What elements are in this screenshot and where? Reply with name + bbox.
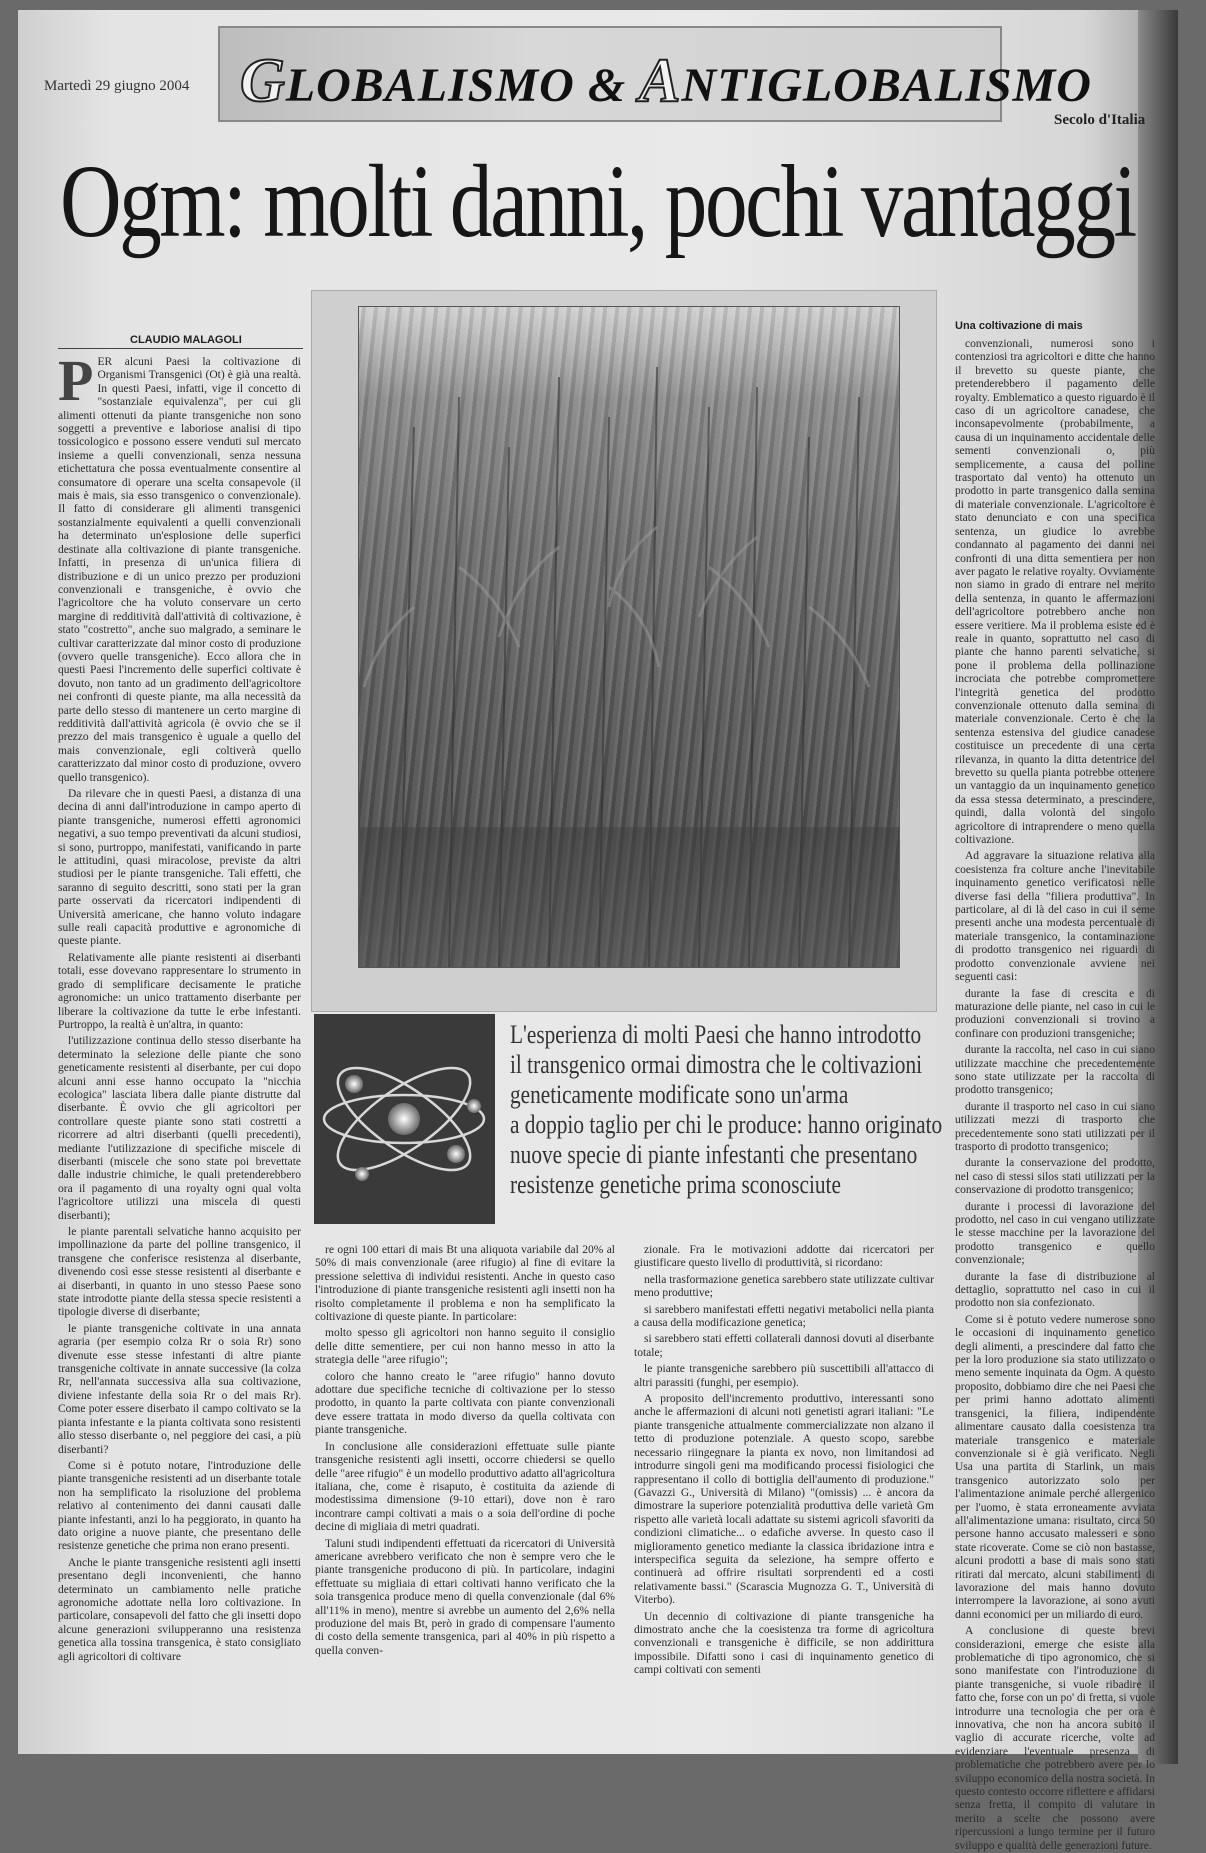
pull-quote-line: a doppio taglio per chi le produce: hanno originato xyxy=(510,1110,943,1139)
headline: Ogm: molti danni, pochi vantaggi xyxy=(60,144,1135,259)
article-column-1 xyxy=(58,348,301,1736)
paragraph: si sarebbero stati effetti collaterali dannosi dovuti al diserbante totale; xyxy=(634,1333,934,1359)
pull-quote xyxy=(510,1020,943,1200)
section-title-cap-1: G xyxy=(240,47,286,115)
article-column-4 xyxy=(955,338,1155,1852)
paragraph: Da rilevare che in questi Paesi, a distanza di una decina di anni dall'introduzione in campo aperto di piante transgeniche, numerosi effetti agronomici negativi, a suo tempo preventivati da alcuni studiosi, si sono, purtroppo, manifestati, vanificando in parte le attitudini, quasi miracolose, previste da altri studiosi per le piante transgeniche. Tali effetti, che saranno di seguito descritti, sono stati per la gran parte osservati da ricercatori indipendenti di Università americane, che hanno voluto indagare sulle reali capacità produttive e agronomiche di queste piante. xyxy=(58,788,301,948)
pull-quote-line: geneticamente modificate sono un'arma xyxy=(510,1080,849,1109)
atom-icon xyxy=(314,1014,495,1224)
pull-quote-line: nuove specie di piante infestanti che presentano xyxy=(510,1140,918,1169)
paragraph: Come si è potuto vedere numerose sono le occasioni di inquinamento genetico degli alimenti, a prescindere dal fatto che per la loro produzione sia stato utilizzato o meno semente inquinata da Ogm. A questo proposito, dobbiamo dire che nei Paesi che per primi hanno adottato alimenti transgenici, la filiera, indipendente alimentare causato dalla coesistenza tra materiale transgenico e materiale convenzionale si è già verificato. Negli Usa una partita di Starlink, un mais transgenico autorizzato solo per l'alimentazione animale perché allergenico per l'uomo, è stata erroneamente avviata all'alimentazione umana: risultato, circa 50 persone hanno accusato malesseri e sono state ricoverate. Come se ciò non bastasse, alcuni prodotti a base di mais sono stati ritirati dal mercato, alcuni stabilimenti di lavorazione del mais hanno dovuto interrompere la lavorazione, ai sono avuti danni economici per un miliardo di euro. xyxy=(955,1313,1155,1621)
paragraph: durante il trasporto nel caso in cui siano utilizzati mezzi di trasporto che precedentemente sono stati utilizzati per il trasporto di prodotto transgenico; xyxy=(955,1100,1155,1153)
paragraph: durante la conservazione del prodotto, nel caso di stessi silos stati utilizzati per la conservazione di prodotto transgenico; xyxy=(955,1157,1155,1197)
paragraph: convenzionali, numerosi sono i contenziosi tra agricoltori e ditte che hanno il brevetto su queste piante, che pretenderebbero il pagamento delle royalty. Emblematico a questo riguardo è il caso di un agricoltore canadese, che inconsapevolmente (probabilmente, a causa di un inquinamento accidentale delle sementi convenzionali o, più semplicemente, a causa del polline trasportato dal vento) ha ottenuto un prodotto in parte transgenico dalla semina di materiale convenzionale. L'agricoltore è stato denunciato e con una specifica sentenza, un giudice lo avrebbe condannato al pagamento dei danni nei confronti di una ditta sementiera per non aver pagato le relative royalty. Ovviamente non siamo in grado di entrare nel merito della sentenza, in quanto le affermazioni dell'agricoltore potrebbero anche non essere veritiere. Ma il problema esiste ed è reale in quanto, soprattutto nel caso di piante che hanno parenti selvatiche, si pone il problema della pollinazione incrociata che potrebbe compromettere l'integrità genetica del prodotto convenzionale ottenuto dalla semina di materiale convenzionale. Certo è che la sentenza estensiva del giudice canadese costituisce un precedente di una certa rilevanza, in quanto la ditta detentrice del brevetto su quella pianta potrebbe ottenere un vantaggio da un inquinamento genetico da essa stessa determinato, a prescindere, quindi, dalla volontà del singolo agricoltore di intraprendere o meno quella coltivazione. xyxy=(955,338,1155,847)
paragraph: ER alcuni Paesi la coltivazione di Organismi Transgenici (Ot) è già una realtà. In questi Paesi, infatti, vige il concetto di "sostanziale equivalenza", per cui gli alimenti ottenuti da piante transgeniche non sono soggetti a preventive e laboriose analisi di tipo tossicologico e possono essere venduti sul mercato insieme a quelli convenzionali, senza nessuna etichettatura che possa eventualmente consentire al consumatore di operare una scelta consapevole (il mais è mais, sia esso transgenico o convenzionale). Il fatto di considerare gli alimenti transgenici sostanzialmente equivalenti a quelli convenzionali ha determinato un'esplosione delle superfici destinate alla coltivazione di piante transgeniche. Infatti, in presenza di un'unica filiera di distribuzione e di un unico prezzo per produzioni convenzionali e transgeniche, è ovvio che l'agricoltore che ha voluto conservare un certo margine di redditività dall'attività di coltivazione, è stato "costretto", anche suo malgrado, a seminare le cultivar caratterizzate dal minor costo di produzione (ovvero quelle transgeniche). Ecco allora che in questi Paesi l'incremento delle superfici coltivate è dovuto, non tanto ad un gradimento dell'agricoltore nei confronti di queste piante, ma alla necessità da parte dello stesso di mantenere un certo margine di redditività dall'attività agricola (è ovvio che se il prezzo del mais transgenico è uguale a quello del mais convenzionale, egli coltiverà quello caratterizzato dal minor costo di produzione, ovvero quello transgenico). xyxy=(58,356,301,784)
photo-caption: Una coltivazione di mais xyxy=(955,320,1083,332)
paragraph: A proposito dell'incremento produttivo, interessanti sono anche le affermazioni di alcuni noti genetisti agrari italiani: "Le piante transgeniche attualmente commercializzate non alzano il tetto di produzione potenziale. A questo scopo, sarebbe necessario riingegnare la pianta ex novo, non limitandosi ad introdurre singoli geni ma modificando processi fisiologici che rappresentano il collo di bottiglia dell'aumento di produzione." (Gavazzi G., Università di Milano) "(omissis) ... è ancora da dimostrare la superiore potenzialità produttiva delle varietà Gm rispetto alle varietà locali adattate su sistemi agricoli sfavoriti da condizioni climatiche... o edafiche avverse. In questo caso il miglioramento genetico mediante la classica ibridazione intra e interspecifica seguita da selezione, ha sempre offerto e continuerà ad offrire risultati sorprendenti ed a costi relativamente bassi." (Scarascia Mugnozza G. T., Università di Viterbo). xyxy=(634,1393,934,1607)
paragraph: le piante parentali selvatiche hanno acquisito per impollinazione da parte del polline transgenico, il transgene che conferisce resistenza al diserbante, divenendo così esse stesse resistenti al diserbante e ai diserbanti, in quanto in uno stesso Paese sono state introdotte piante della stessa specie resistenti a tipologie diverse di diserbante; xyxy=(58,1226,301,1319)
atom-illustration xyxy=(314,1014,495,1224)
paragraph: Relativamente alle piante resistenti ai diserbanti totali, esse dovevano rappresentare lo strumento in grado di semplificare decisamente le pratiche agronomiche: un unico trattamento diserbante per liberare la coltivazione da tutte le erbe infestanti. Purtroppo, la realtà è un'altra, in quanto: xyxy=(58,951,301,1031)
paragraph: A conclusione di queste brevi considerazioni, emerge che esiste alla problematiche di tipo agronomico, che si sono manifestate con l'introduzione di piante transgeniche, si vuole ribadire il fatto che, forse con un po' di fretta, si vuole introdurre una tecnologia che per ora è innovativa, che non ha ancora subito il vaglio di accurate ricerche, volte ad evidenziare l'eventuale presenza di problematiche che potrebbero avere per lo sviluppo economico della nostra società. In questo contesto occorre riflettere e affidarsi senza fretta, il compito di valutare in merito a scelte che possono avere ripercussioni a lungo termine per il futuro sviluppo e qualità delle generazioni future. xyxy=(955,1625,1155,1852)
corn-field-photo xyxy=(358,306,900,968)
section-title-part-2: NTIGLOBALISMO xyxy=(681,59,1092,112)
paragraph: Anche le piante transgeniche resistenti agli insetti presentano degli inconvenienti, che hanno determinato un cambiamento nelle pratiche agronomiche adottate nella loro coltivazione. In particolare, consapevoli del fatto che gli insetti dopo alcune generazioni svilupperanno una resistenza genetica alla tossina transgenica, è stato consigliato agli agricoltori di coltivare xyxy=(58,1556,301,1663)
paragraph: In conclusione alle considerazioni effettuate sulle piante transgeniche resistenti agli insetti, occorre chiedersi se quello delle "aree rifugio" è un modello produttivo adatto all'agricoltura italiana, che, come è risaputo, è costituita da aziende di modestissima dimensione (9-10 ettari), dove non è raro incontrare campi coltivati a mais o a soia dell'ordine di poche decine di migliaia di metri quadrati. xyxy=(315,1440,615,1534)
paragraph: durante i processi di lavorazione del prodotto, nel caso in cui vengano utilizzate le stesse macchine per la lavorazione del prodotto transgenico e quello convenzionale; xyxy=(955,1200,1155,1267)
pull-quote-line: il transgenico ormai dimostra che le coltivazioni xyxy=(510,1050,923,1079)
drop-cap: P xyxy=(58,348,94,413)
article-column-2 xyxy=(315,1244,615,1736)
paragraph: Come si è potuto notare, l'introduzione delle piante transgeniche resistenti ad un diserbante totale non ha semplificato la risoluzione del problema relativo al contenimento dei danni causati dalle piante infestanti, anzi lo ha peggiorato, in quanto ha dato origine a nuove piante, che presentano delle resistenze genetiche che prima non erano presenti. xyxy=(58,1459,301,1553)
paragraph: durante la fase di distribuzione al dettaglio, soprattutto nel caso in cui il prodotto non sia confezionato. xyxy=(955,1270,1155,1310)
paragraph: zionale. Fra le motivazioni addotte dai ricercatori per giustificare questo livello di produttività, si ricordano: xyxy=(634,1244,934,1270)
paragraph: le piante transgeniche sarebbero più suscettibili all'attacco di altri parassiti (funghi, per esempio). xyxy=(634,1363,934,1389)
paragraph: re ogni 100 ettari di mais Bt una aliquota variabile dal 20% al 50% di mais convenzionale (aree rifugio) al fine di evitare la pressione selettiva di individui resistenti. Anche in questo caso l'introduzione di piante transgeniche resistenti agli insetti non ha risolto completamente il problema e non ha semplificato la coltivazione di queste piante. In particolare: xyxy=(315,1244,615,1324)
newspaper-name: Secolo d'Italia xyxy=(1054,112,1146,128)
paragraph: coloro che hanno creato le "aree rifugio" hanno dovuto adottare due specifiche tecniche di coltivazione per lo stesso prodotto, in quanto la parte coltivata con piante convenzionali deve essere trattata in modo diverso da quella coltivata con piante transgeniche. xyxy=(315,1370,615,1437)
paragraph: durante la fase di crescita e di maturazione delle piante, nel caso in cui le produzioni convenzionali si trovino a confinare con produzioni transgeniche; xyxy=(955,987,1155,1040)
issue-date: Martedì 29 giugno 2004 xyxy=(44,78,190,94)
pull-quote-line: L'esperienza di molti Paesi che hanno introdotto xyxy=(510,1020,922,1049)
section-title-part-1: LOBALISMO & xyxy=(285,59,640,112)
paragraph: Taluni studi indipendenti effettuati da ricercatori di Università americane avrebbero verificato che non è sempre vero che le piante transgeniche producono di più. In particolare, indagini effettuate su migliaia di ettari coltivati hanno verificato che la soia transgenica produce meno di quella convenzionale (dal 6% all'11% in meno), mentre si avrebbe un aumento del 2,6% nella produzione del mais Bt, però in grado di compensare l'aumento di costo della semente transgenica, pari al 40% in più rispetto a quella conven- xyxy=(315,1537,615,1657)
section-title xyxy=(240,46,1092,117)
byline: CLAUDIO MALAGOLI xyxy=(130,334,242,346)
paragraph: si sarebbero manifestati effetti negativi metabolici nella pianta a causa della modificazione genetica; xyxy=(634,1303,934,1330)
paragraph: nella trasformazione genetica sarebbero state utilizzate cultivar meno produttive; xyxy=(634,1273,934,1300)
paragraph: molto spesso gli agricoltori non hanno seguito il consiglio delle ditte sementiere, per cui non hanno messo in atto la strategia delle "aree rifugio"; xyxy=(315,1327,615,1367)
article-column-3 xyxy=(634,1244,934,1736)
paragraph: le piante transgeniche coltivate in una annata agraria (per esempio colza Rr o soia Rr) sono divenute esse stesse infestanti di altre piante transgeniche coltivate in annate successive (la colza Rr, nell'annata successiva alla sua coltivazione, diviene infestante della soia Rr o del mais Rr). Come poter essere diserbato il campo coltivato se la pianta infestante e la pianta coltivata sono resistenti allo stesso diserbante o, nel peggiore dei casi, a più diserbanti? xyxy=(58,1322,301,1456)
byline-rule xyxy=(58,348,303,349)
paragraph: Un decennio di coltivazione di piante transgeniche ha dimostrato anche che la coesistenza tra forme di agricoltura convenzionali e transgeniche è difficile, se non addirittura impossibile. Difatti sono i casi di inquinamento genetico di campi coltivati con sementi xyxy=(634,1610,934,1677)
paragraph: l'utilizzazione continua dello stesso diserbante ha determinato la selezione delle piante che sono geneticamente resistenti al diserbante, per cui dopo alcuni anni esse hanno occupato la "nicchia ecologica" lasciata libera dalle piante distrutte dal diserbante. È ovvio che gli agricoltori per controllare queste piante sono stati costretti a ricorrere ad altri diserbanti (quelli precedenti), mediante l'utilizzazione di specifiche miscele di diserbanti (miscele che sono state poi brevettate dalle industrie chimiche, le quali pretenderebbero ora il pagamento di una royalty ogni qual volta l'agricoltore utilizzi una miscela di questi diserbanti); xyxy=(58,1035,301,1222)
paragraph: durante la raccolta, nel caso in cui siano utilizzate macchine che precedentemente sono state utilizzate per la raccolta di prodotto transgenico; xyxy=(955,1044,1155,1097)
corn-plants-illustration xyxy=(359,307,899,967)
pull-quote-line: resistenze genetiche prima sconosciute xyxy=(510,1170,841,1199)
paragraph: Ad aggravare la situazione relativa alla coesistenza fra colture anche l'inevitabile inquinamento genetico verificatosi nelle diverse fasi della "filiera produttiva". In particolare, al di là del caso in cui il seme presenti anche una modesta percentuale di materiale transgenico, la contaminazione di prodotto transgenico nei riguardi di prodotto convenzionale avviene nei seguenti casi: xyxy=(955,850,1155,984)
section-title-cap-2: A xyxy=(639,47,682,115)
